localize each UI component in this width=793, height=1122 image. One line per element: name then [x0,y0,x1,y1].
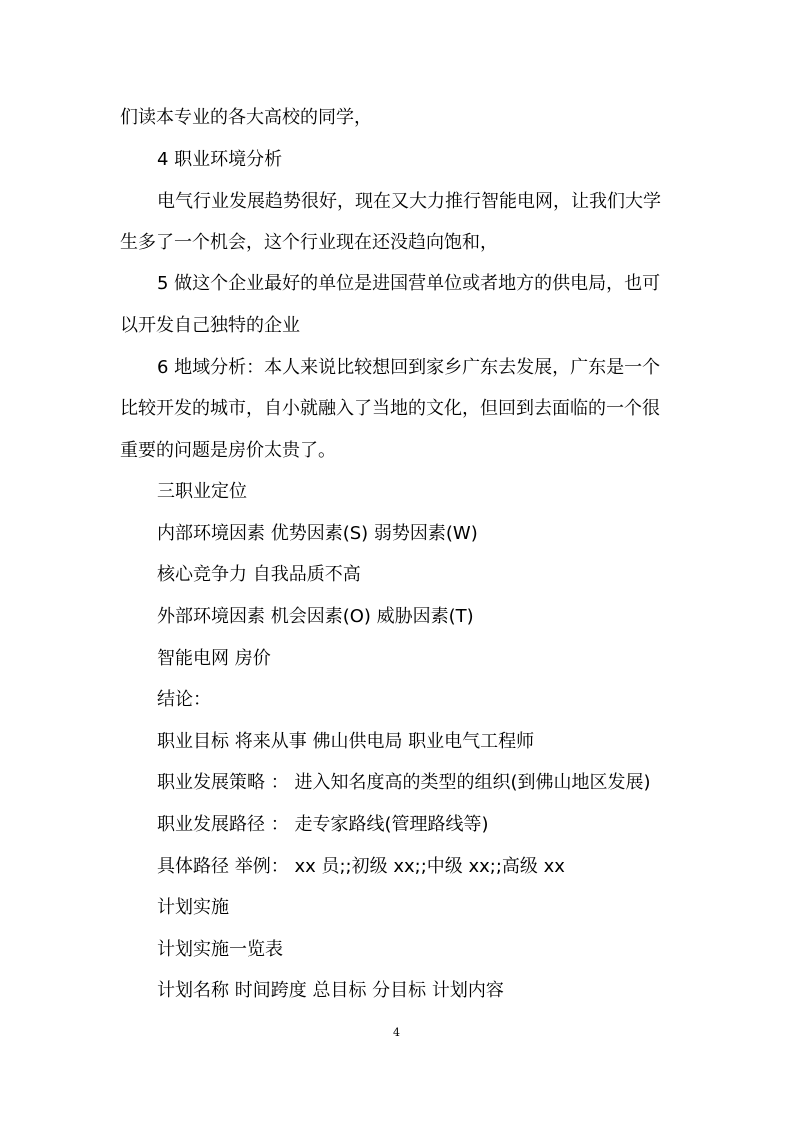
text-line: 5 做这个企业最好的单位是进国营单位或者地方的供电局，也可 [157,273,661,294]
text-line: 以开发自己独特的企业 [120,315,300,336]
text-line: 重要的问题是房价太贵了。 [120,440,336,461]
text-line: 计划实施一览表 [157,939,283,960]
text-line: 具体路径 举例： xx 员;;初级 xx;;中级 xx;;高级 xx [157,856,565,877]
section-heading: 三职业定位 [157,481,247,502]
text-line: 内部环境因素 优势因素(S) 弱势因素(W) [157,523,478,544]
text-line: 职业发展策略 ： 进入知名度高的类型的组织(到佛山地区发展) [157,772,651,793]
section-heading: 4 职业环境分析 [157,149,283,170]
section-heading: 计划实施 [157,897,229,918]
page-number: 4 [393,1026,400,1039]
text-line: 职业目标 将来从事 佛山供电局 职业电气工程师 [157,731,535,752]
text-line: 6 地域分析：本人来说比较想回到家乡广东去发展，广东是一个 [157,357,661,378]
text-line: 外部环境因素 机会因素(O) 威胁因素(T) [157,606,474,627]
text-line: 计划名称 时间跨度 总目标 分目标 计划内容 [157,980,504,1001]
text-line: 结论： [157,689,211,710]
text-line: 比较开发的城市，自小就融入了当地的文化，但回到去面临的一个很 [120,398,660,419]
text-line: 电气行业发展趋势很好，现在又大力推行智能电网，让我们大学 [157,191,661,212]
text-line: 智能电网 房价 [157,648,271,669]
text-line: 生多了一个机会，这个行业现在还没趋向饱和， [120,232,498,253]
text-line: 们读本专业的各大高校的同学， [120,107,372,128]
text-line: 核心竞争力 自我品质不高 [157,564,361,585]
text-line: 职业发展路径 ： 走专家路线(管理路线等) [157,814,489,835]
